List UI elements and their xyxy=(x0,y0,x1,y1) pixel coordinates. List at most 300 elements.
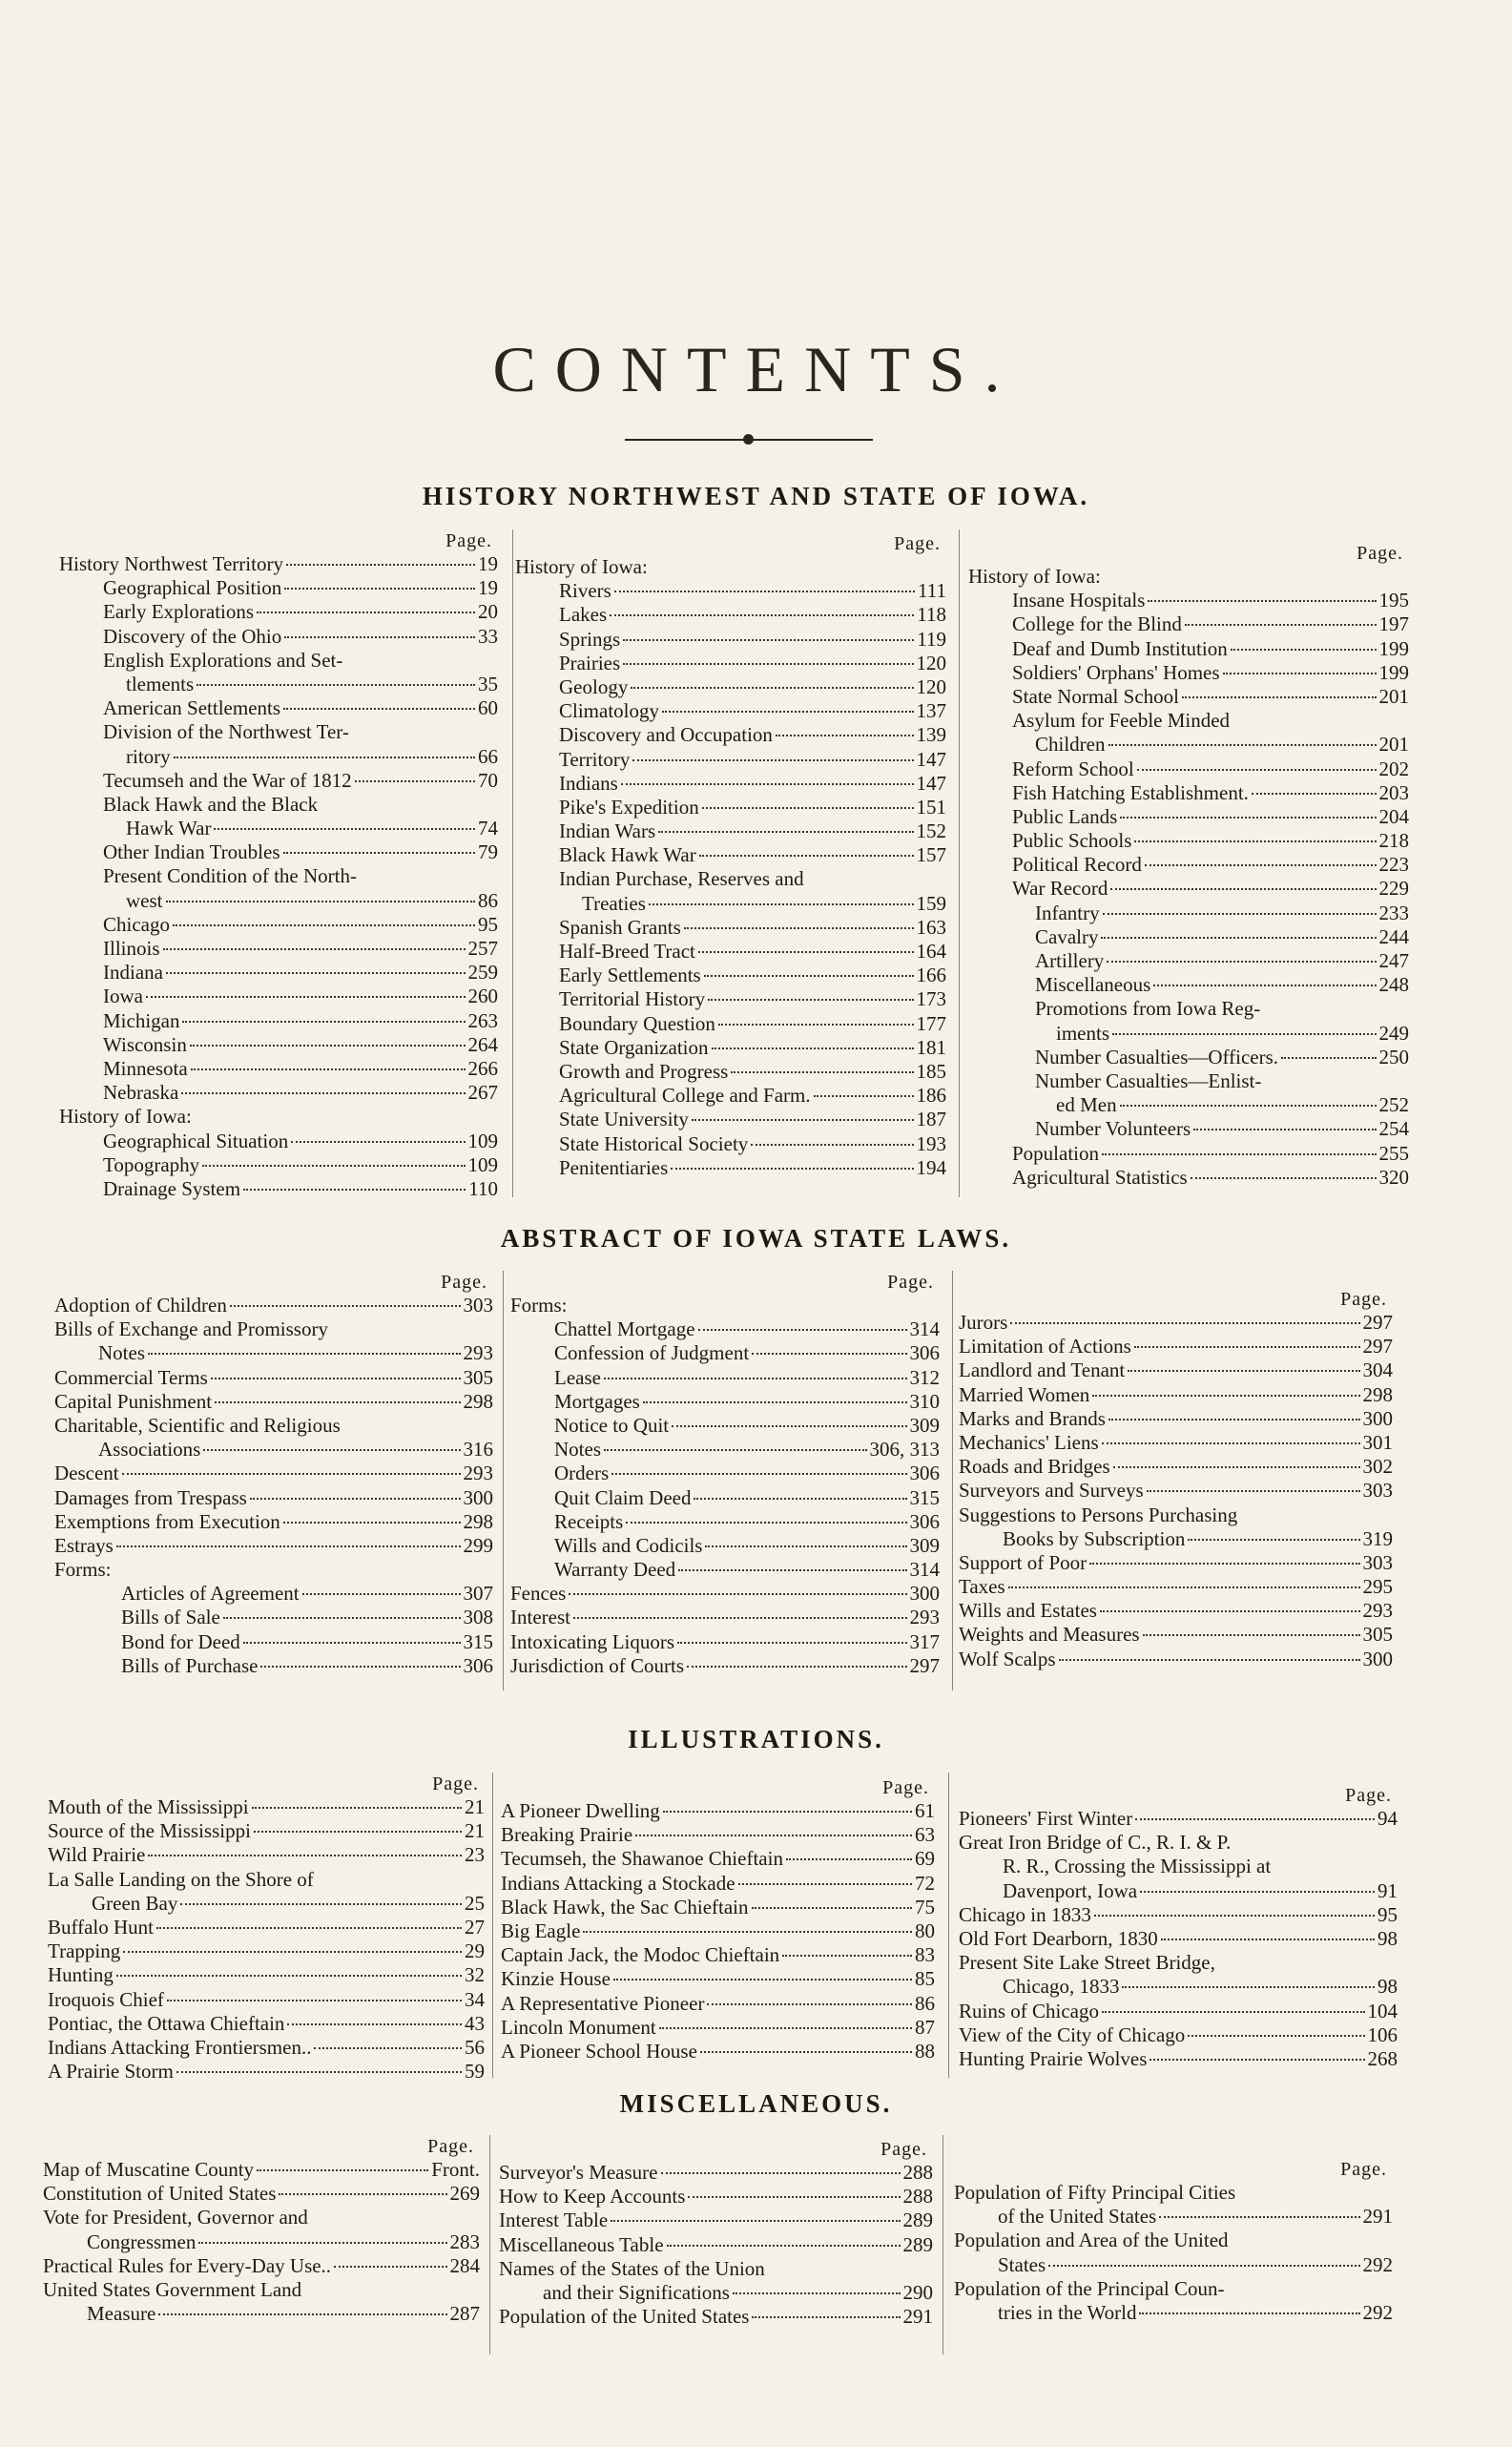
toc-entry-page: 19 xyxy=(478,576,498,600)
toc-entry xyxy=(968,1069,1409,1093)
toc-entry-page: 298 xyxy=(1362,1382,1393,1406)
dot-leader xyxy=(1113,1466,1360,1468)
dot-leader xyxy=(148,1353,461,1355)
toc-entry xyxy=(43,2278,480,2302)
toc-entry-page: 317 xyxy=(909,1629,940,1653)
toc-entry-title: Infantry xyxy=(1035,901,1100,924)
toc-entry xyxy=(54,1654,493,1678)
toc-entry-title: Jurisdiction of Courts xyxy=(510,1653,684,1677)
dot-leader xyxy=(202,1165,465,1167)
toc-entry xyxy=(59,576,498,600)
dot-leader xyxy=(283,708,475,710)
toc-entry-page: 301 xyxy=(1362,1430,1393,1454)
toc-entry-title: Indians Attacking Frontiersmen.. xyxy=(48,2035,312,2059)
toc-entry xyxy=(48,1795,485,1819)
dot-leader xyxy=(1101,937,1376,939)
toc-entry-page: 74 xyxy=(478,817,498,840)
toc-entry xyxy=(515,796,946,819)
dot-leader xyxy=(1100,1610,1360,1612)
toc-entry-page: 83 xyxy=(915,1943,935,1967)
toc-entry-page: 33 xyxy=(478,624,498,648)
dot-leader xyxy=(243,1189,466,1191)
toc-entry-page: 300 xyxy=(1362,1406,1393,1430)
toc-entry-page: 283 xyxy=(449,2229,480,2253)
dot-leader xyxy=(176,2071,462,2073)
dot-leader xyxy=(752,1907,912,1909)
toc-entry xyxy=(510,1462,940,1485)
toc-entry xyxy=(968,949,1409,973)
toc-entry-title: Lincoln Monument xyxy=(501,2015,656,2039)
toc-entry xyxy=(499,2161,933,2185)
toc-entry xyxy=(54,1510,493,1534)
dot-leader xyxy=(286,564,475,566)
toc-entry-page: 34 xyxy=(465,1987,485,2011)
dot-leader xyxy=(1223,673,1377,674)
toc-entry-title: Damages from Trespass xyxy=(54,1485,247,1509)
toc-entry xyxy=(968,902,1409,925)
dot-leader xyxy=(698,951,914,953)
toc-entry xyxy=(501,1823,935,1847)
toc-entry-title: west xyxy=(126,888,163,912)
toc-entry xyxy=(959,1551,1393,1575)
toc-entry xyxy=(54,1341,493,1365)
toc-entry-page: 185 xyxy=(916,1059,946,1083)
toc-entry-title: Black Hawk War xyxy=(559,843,696,867)
dot-leader xyxy=(1092,1395,1359,1397)
toc-entry xyxy=(499,2185,933,2209)
toc-entry xyxy=(515,1084,946,1108)
toc-entry-page: 197 xyxy=(1378,612,1409,636)
toc-entry xyxy=(959,1975,1398,1999)
toc-entry-page: 21 xyxy=(465,1795,485,1818)
toc-column xyxy=(501,1776,935,2063)
toc-entry-title: Miscellaneous xyxy=(1035,973,1151,997)
toc-entry-page: 305 xyxy=(1362,1623,1393,1647)
toc-entry xyxy=(59,889,498,913)
toc-entry xyxy=(959,1927,1398,1951)
toc-entry-title: Lease xyxy=(554,1365,601,1389)
toc-column xyxy=(515,532,946,1180)
toc-entry-page: 60 xyxy=(478,696,498,720)
dot-leader xyxy=(203,1449,460,1451)
toc-entry-title: Great Iron Bridge of C., R. I. & P. xyxy=(959,1831,1232,1855)
toc-entry-title: Weights and Measures xyxy=(959,1623,1140,1647)
toc-entry-title: Insane Hospitals xyxy=(1012,589,1146,612)
toc-entry-page: 177 xyxy=(916,1011,946,1035)
dot-leader xyxy=(1281,1057,1376,1059)
dot-leader xyxy=(1134,840,1376,842)
toc-entry xyxy=(59,1081,498,1105)
page-column-header: Page. xyxy=(441,1272,487,1293)
toc-entry-title: Chicago in 1833 xyxy=(959,1902,1091,1926)
toc-entry-title: Captain Jack, the Modoc Chieftain xyxy=(501,1943,780,1967)
dot-leader xyxy=(1120,1105,1377,1107)
toc-column xyxy=(954,2158,1393,2325)
toc-entry xyxy=(959,2000,1398,2023)
toc-entry xyxy=(54,1390,493,1414)
page-column-header: Page. xyxy=(427,2136,474,2157)
toc-entry xyxy=(515,916,946,940)
dot-leader xyxy=(632,759,913,761)
dot-leader xyxy=(707,2003,912,2005)
toc-entry-title: Reform School xyxy=(1012,757,1134,780)
toc-entry xyxy=(59,793,498,817)
toc-entry-title: Practical Rules for Every-Day Use.. xyxy=(43,2253,332,2277)
toc-entry-title: States xyxy=(998,2252,1046,2276)
toc-entry-title: History of Iowa: xyxy=(968,565,1101,588)
toc-entry xyxy=(510,1534,940,1558)
dot-leader xyxy=(731,1071,913,1073)
toc-entry xyxy=(510,1630,940,1654)
toc-entry-title: Other Indian Troubles xyxy=(103,840,280,864)
toc-entry-title: Intoxicating Liquors xyxy=(510,1629,675,1653)
toc-entry xyxy=(954,2229,1393,2252)
dot-leader xyxy=(687,1666,907,1668)
toc-entry xyxy=(515,748,946,772)
toc-entry-page: 290 xyxy=(902,2280,933,2304)
dot-leader xyxy=(284,588,475,590)
toc-entry-page: 306, 313 xyxy=(869,1438,940,1462)
toc-entry-title: La Salle Landing on the Shore of xyxy=(48,1867,314,1891)
dot-leader xyxy=(257,2169,428,2171)
toc-entry xyxy=(968,661,1409,685)
toc-entry-title: Constitution of United States xyxy=(43,2182,277,2206)
dot-leader xyxy=(174,757,475,758)
toc-entry-title: Promotions from Iowa Reg- xyxy=(1035,997,1261,1021)
toc-entry-title: Descent xyxy=(54,1462,119,1485)
toc-entry-page: 315 xyxy=(909,1485,940,1509)
toc-entry xyxy=(54,1366,493,1390)
toc-entry-page: 314 xyxy=(909,1317,940,1341)
toc-entry-page: 306 xyxy=(909,1341,940,1365)
toc-entry-title: Books by Subscription xyxy=(1003,1526,1186,1550)
toc-entry-page: 166 xyxy=(916,964,946,987)
toc-entry-page: 291 xyxy=(1362,2205,1393,2229)
toc-entry xyxy=(968,973,1409,997)
toc-entry xyxy=(59,1057,498,1081)
column-divider xyxy=(492,1773,493,2078)
dot-leader xyxy=(158,2313,446,2315)
toc-column xyxy=(59,529,498,1201)
dot-leader xyxy=(631,687,913,689)
toc-entry-page: 233 xyxy=(1378,901,1409,924)
toc-entry-page: 284 xyxy=(449,2253,480,2277)
dot-leader xyxy=(663,1811,912,1813)
toc-entry xyxy=(959,1479,1393,1503)
toc-entry xyxy=(515,628,946,652)
toc-entry-page: 249 xyxy=(1378,1021,1409,1045)
dot-leader xyxy=(604,1449,867,1451)
toc-entry xyxy=(54,1534,493,1558)
dot-leader xyxy=(1139,2312,1359,2314)
toc-entry-title: Territory xyxy=(559,747,631,771)
toc-entry-page: 86 xyxy=(478,888,498,912)
dot-leader xyxy=(1145,864,1377,866)
title-rule-ornament xyxy=(743,434,754,445)
dot-leader xyxy=(611,2220,900,2222)
dot-leader xyxy=(257,612,475,613)
toc-entry xyxy=(959,1951,1398,1975)
page-column-header: Page. xyxy=(1357,543,1403,564)
toc-entry xyxy=(501,2016,935,2040)
toc-entry-title: ed Men xyxy=(1056,1093,1117,1117)
dot-leader xyxy=(1150,2059,1364,2061)
section-heading: HISTORY NORTHWEST AND STATE OF IOWA. xyxy=(422,482,1090,510)
toc-entry-page: 164 xyxy=(916,940,946,963)
dot-leader xyxy=(1120,817,1376,819)
toc-entry-title: State Historical Society xyxy=(559,1131,749,1155)
toc-entry xyxy=(959,1599,1393,1623)
toc-entry xyxy=(54,1606,493,1629)
toc-entry-page: 259 xyxy=(467,961,498,985)
toc-entry xyxy=(968,685,1409,709)
toc-entry-page: 35 xyxy=(478,672,498,695)
dot-leader xyxy=(1193,1129,1376,1130)
toc-entry xyxy=(501,1967,935,1991)
toc-entry-page: 63 xyxy=(915,1823,935,1847)
toc-entry xyxy=(968,612,1409,636)
toc-entry xyxy=(43,2302,480,2326)
toc-entry-page: 181 xyxy=(916,1035,946,1059)
toc-entry-page: 319 xyxy=(1362,1526,1393,1550)
toc-entry-title: Notes xyxy=(98,1341,145,1365)
toc-entry-page: 295 xyxy=(1362,1575,1393,1599)
toc-entry-title: Growth and Progress xyxy=(559,1059,729,1083)
toc-entry xyxy=(59,961,498,985)
dot-leader xyxy=(252,1807,462,1809)
toc-entry-page: 195 xyxy=(1378,589,1409,612)
toc-entry xyxy=(515,1036,946,1060)
toc-entry-title: Lakes xyxy=(559,603,608,627)
toc-column xyxy=(510,1271,940,1678)
toc-entry-title: Jurors xyxy=(959,1311,1008,1334)
dot-leader xyxy=(314,2047,462,2049)
column-divider xyxy=(952,1271,953,1690)
toc-entry-title: Source of the Mississippi xyxy=(48,1819,251,1843)
toc-entry xyxy=(968,733,1409,757)
toc-entry-title: Public Lands xyxy=(1012,804,1118,828)
toc-entry-page: 314 xyxy=(909,1558,940,1582)
toc-entry-page: 204 xyxy=(1378,804,1409,828)
dot-leader xyxy=(1094,1915,1375,1917)
dot-leader xyxy=(677,1642,906,1644)
dot-leader xyxy=(1153,985,1376,986)
toc-entry xyxy=(59,937,498,961)
toc-entry xyxy=(59,720,498,744)
toc-entry xyxy=(515,987,946,1011)
toc-entry-title: Springs xyxy=(559,627,621,651)
dot-leader xyxy=(1161,1939,1375,1940)
toc-entry-title: Nebraska xyxy=(103,1081,179,1105)
dot-leader xyxy=(1102,1442,1360,1444)
toc-entry xyxy=(968,829,1409,853)
toc-entry-title: Bond for Deed xyxy=(121,1629,240,1653)
toc-entry-page: 269 xyxy=(449,2182,480,2206)
toc-entry-title: Number Casualties—Officers. xyxy=(1035,1045,1279,1068)
dot-leader xyxy=(604,1378,907,1379)
toc-entry-page: 315 xyxy=(463,1629,493,1653)
toc-entry-title: Penitentiaries xyxy=(559,1155,669,1179)
toc-entry-title: A Prairie Storm xyxy=(48,2060,174,2084)
toc-entry xyxy=(59,769,498,793)
toc-entry-page: 229 xyxy=(1378,877,1409,901)
toc-entry-page: 288 xyxy=(902,2161,933,2184)
toc-entry-page: 72 xyxy=(915,1871,935,1895)
column-divider xyxy=(503,1271,504,1690)
toc-entry-title: Number Volunteers xyxy=(1035,1117,1191,1141)
toc-entry-page: 201 xyxy=(1378,684,1409,708)
toc-entry xyxy=(510,1654,940,1678)
toc-entry xyxy=(510,1558,940,1582)
column-divider xyxy=(942,2135,943,2354)
dot-leader xyxy=(658,831,913,833)
toc-entry xyxy=(968,1166,1409,1190)
toc-entry xyxy=(954,2253,1393,2277)
dot-leader xyxy=(751,1144,913,1146)
toc-entry-page: 289 xyxy=(902,2232,933,2256)
toc-entry-page: 186 xyxy=(916,1084,946,1108)
toc-entry-page: 306 xyxy=(909,1509,940,1533)
dot-leader xyxy=(163,948,466,950)
toc-entry xyxy=(48,1819,485,1843)
dot-leader xyxy=(623,663,913,665)
toc-entry-title: Wild Prairie xyxy=(48,1843,146,1867)
dot-leader xyxy=(692,1119,914,1121)
toc-entry-title: Davenport, Iowa xyxy=(1003,1878,1138,1902)
toc-entry xyxy=(954,2181,1393,2205)
toc-entry xyxy=(43,2158,480,2182)
toc-entry-title: Black Hawk, the Sac Chieftain xyxy=(501,1895,749,1918)
toc-entry-title: Roads and Bridges xyxy=(959,1455,1110,1479)
dot-leader xyxy=(223,1617,461,1619)
toc-entry-title: Geology xyxy=(559,674,629,698)
dot-leader xyxy=(1128,1370,1359,1372)
toc-entry-page: 267 xyxy=(467,1081,498,1105)
section-heading: ILLUSTRATIONS. xyxy=(628,1725,884,1753)
toc-entry xyxy=(48,1868,485,1892)
toc-entry-title: Artillery xyxy=(1035,949,1105,972)
toc-entry xyxy=(501,1847,935,1871)
toc-entry xyxy=(515,1060,946,1084)
toc-entry-page: 56 xyxy=(465,2035,485,2059)
toc-entry xyxy=(959,1311,1393,1335)
dot-leader xyxy=(1089,1563,1359,1565)
toc-entry-page: 309 xyxy=(909,1413,940,1437)
toc-entry-title: Associations xyxy=(98,1438,201,1462)
toc-entry xyxy=(968,1142,1409,1166)
toc-entry-page: 94 xyxy=(1377,1807,1398,1830)
toc-entry xyxy=(510,1294,940,1317)
toc-entry-title: Division of the Northwest Ter- xyxy=(103,720,349,744)
dot-leader xyxy=(230,1305,461,1307)
toc-entry-title: Ruins of Chicago xyxy=(959,1999,1099,2022)
toc-entry xyxy=(499,2305,933,2329)
toc-entry-title: Congressmen xyxy=(87,2229,197,2253)
toc-entry xyxy=(59,552,498,576)
dot-leader xyxy=(1231,649,1377,651)
toc-entry-title: Surveyor's Measure xyxy=(499,2161,658,2184)
toc-entry-page: 147 xyxy=(916,771,946,795)
toc-entry xyxy=(43,2254,480,2278)
toc-entry xyxy=(59,673,498,696)
dot-leader xyxy=(215,1401,460,1403)
toc-entry-page: 292 xyxy=(1362,2252,1393,2276)
toc-entry-title: Present Condition of the North- xyxy=(103,864,357,888)
toc-entry-title: Confession of Judgment xyxy=(554,1341,750,1365)
toc-entry-page: 247 xyxy=(1378,949,1409,972)
toc-entry-title: Half-Breed Tract xyxy=(559,940,695,963)
toc-entry-title: Fish Hatching Establishment. xyxy=(1012,780,1249,804)
dot-leader xyxy=(1188,2035,1364,2037)
section-heading: MISCELLANEOUS. xyxy=(619,2089,893,2118)
toc-entry-page: 152 xyxy=(916,819,946,843)
toc-entry-title: Map of Muscatine County xyxy=(43,2158,255,2181)
toc-entry xyxy=(501,1896,935,1919)
dot-leader xyxy=(173,924,475,926)
dot-leader xyxy=(287,2023,462,2025)
dot-leader xyxy=(1059,1659,1360,1661)
toc-entry-page: 300 xyxy=(909,1582,940,1606)
toc-entry-page: 248 xyxy=(1378,973,1409,997)
toc-entry-title: View of the City of Chicago xyxy=(959,2022,1186,2046)
dot-leader xyxy=(283,852,476,854)
toc-entry xyxy=(510,1317,940,1341)
dot-leader xyxy=(355,780,475,782)
toc-entry-page: 203 xyxy=(1378,780,1409,804)
toc-entry-title: Asylum for Feeble Minded xyxy=(1012,709,1231,733)
toc-entry xyxy=(54,1462,493,1485)
page-title: CONTENTS. xyxy=(492,333,1020,405)
toc-entry-title: Interest Table xyxy=(499,2209,609,2232)
dot-leader xyxy=(635,1835,912,1836)
dot-leader xyxy=(1107,961,1376,963)
toc-entry-title: Climatology xyxy=(559,699,659,723)
dot-leader xyxy=(190,1045,466,1047)
toc-entry xyxy=(501,2040,935,2063)
toc-entry-page: 87 xyxy=(915,2015,935,2039)
dot-leader xyxy=(738,1883,912,1885)
toc-entry-page: 163 xyxy=(916,915,946,939)
toc-entry-title: Rivers xyxy=(559,579,611,603)
toc-entry xyxy=(499,2257,933,2281)
toc-entry-title: Measure xyxy=(87,2302,156,2326)
toc-entry xyxy=(59,1033,498,1057)
toc-entry-title: Iowa xyxy=(103,985,143,1008)
toc-entry xyxy=(48,1843,485,1867)
toc-entry xyxy=(515,772,946,796)
toc-entry-page: 292 xyxy=(1362,2300,1393,2324)
dot-leader xyxy=(1108,1419,1360,1421)
toc-entry-title: Limitation of Actions xyxy=(959,1335,1131,1358)
toc-entry-page: 306 xyxy=(463,1653,493,1677)
toc-entry-page: 254 xyxy=(1378,1117,1409,1141)
dot-leader xyxy=(250,1498,461,1500)
dot-leader xyxy=(182,1021,465,1023)
toc-entry xyxy=(515,1156,946,1180)
toc-entry xyxy=(959,1383,1393,1407)
toc-entry-title: Population of the United States xyxy=(499,2305,750,2329)
dot-leader xyxy=(1134,1346,1360,1348)
dot-leader xyxy=(733,2292,901,2294)
dot-leader xyxy=(583,1931,912,1933)
toc-entry-title: Hawk War xyxy=(126,817,212,840)
toc-entry xyxy=(501,1919,935,1943)
column-divider xyxy=(512,529,513,1197)
toc-entry-title: Marks and Brands xyxy=(959,1406,1106,1430)
toc-entry-page: 110 xyxy=(468,1176,498,1200)
toc-entry xyxy=(48,1963,485,1987)
page-column-header: Page. xyxy=(882,1777,929,1798)
